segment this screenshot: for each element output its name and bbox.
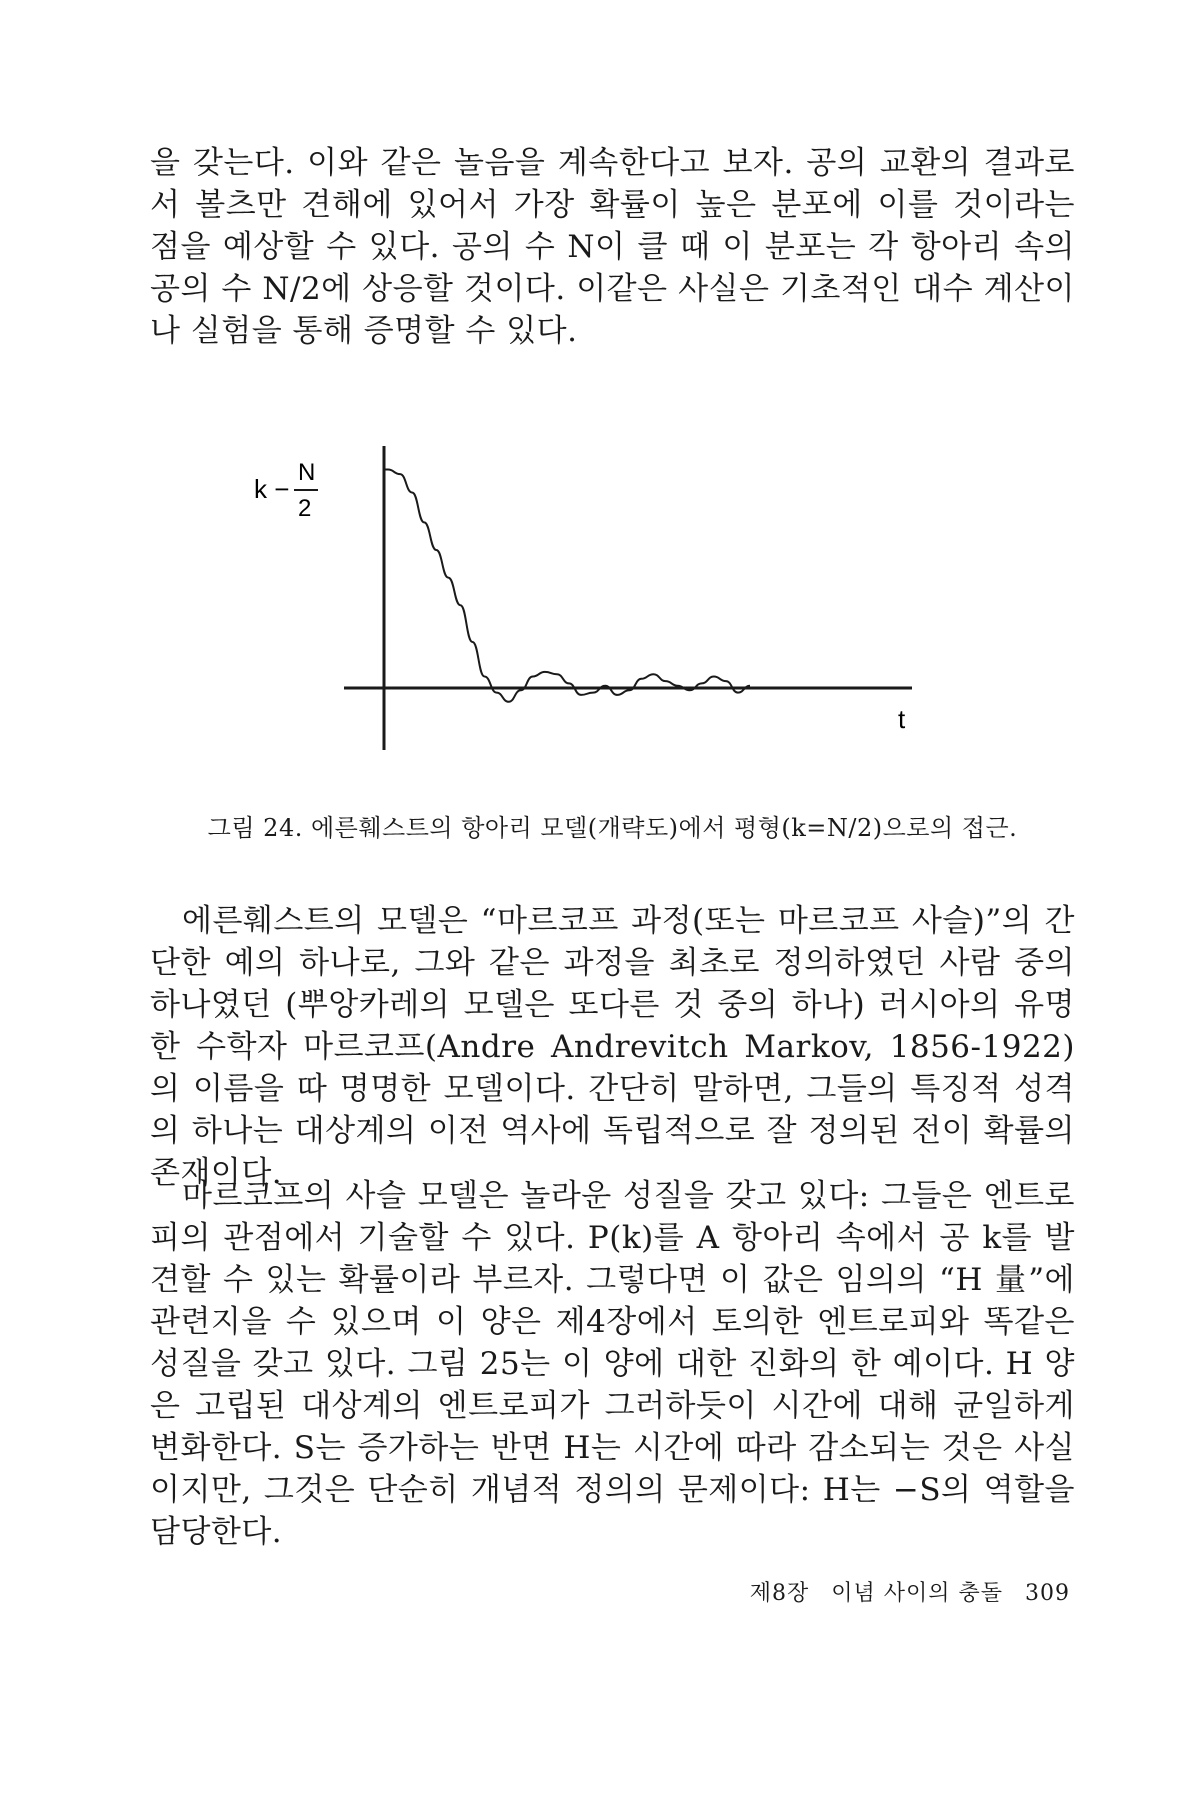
x-axis-label-t: t (898, 704, 906, 734)
paragraph-3: 마르코프의 사슬 모델은 놀라운 성질을 갖고 있다: 그들은 엔트로피의 관점에서 기술할 수 있다. P(k)를 A 항아리 속에서 공 k를 발견할 수 있는 확률이라 부르자. 그렇다면 이 값은 임의의 “H 量”에 관련지을 수 있으며 이 양은 제4장에서 토의한 엔트로피와 똑같은 성질을 갖고 있다. 그림 25는 이 양에 대한 진화의 한 예이다. H 양은 고립된 대상계의 엔트로피가 그러하듯이 시간에 대해 균일하게 변화한다. S는 증가하는 반면 H는 시간에 따라 감소되는 것은 사실이지만, 그것은 단순히 개념적 정의의 문제이다: H는 −S의 역할을 담당한다. (150, 1178, 1075, 1550)
data-curve (384, 470, 750, 702)
y-axis-label-k: k − (254, 474, 290, 504)
y-axis-label-n: N (298, 459, 316, 486)
paragraph-2: 에른훼스트의 모델은 “마르코프 과정(또는 마르코프 사슬)”의 간단한 예의 하나로, 그와 같은 과정을 최초로 정의하였던 사람 중의 하나였던 (뿌앙카레의 모델은 또다른 것 중의 하나) 러시아의 유명한 수학자 마르코프(Andre Andrevitch Markov, 1856-1922)의 이름을 따 명명한 모델이다. 간단히 말하면, 그들의 특징적 성격의 하나는 대상계의 이전 역사에 독립적으로 잘 정의된 전이 확률의 존재이다. (150, 903, 1075, 1191)
footer-title: 이념 사이의 충돌 (831, 1581, 1003, 1606)
ehrenfest-urn-graph (254, 430, 940, 760)
footer-chapter: 제8장 (749, 1581, 810, 1606)
y-axis-label-2: 2 (298, 495, 312, 522)
paragraph-1: 을 갖는다. 이와 같은 놀음을 계속한다고 보자. 공의 교환의 결과로서 볼츠만 견해에 있어서 가장 확률이 높은 분포에 이를 것이라는 점을 예상할 수 있다. 공의 수 N이 클 때 이 분포는 각 항아리 속의 공의 수 N/2에 상응할 것이다. 이같은 사실은 기초적인 대수 계산이나 실험을 통해 증명할 수 있다. (150, 145, 1075, 349)
page-number: 309 (1025, 1581, 1070, 1606)
figure-caption: 그림 24. 에른훼스트의 항아리 모델(개략도)에서 평형(k=N/2)으로의 접근. (207, 814, 1018, 842)
figure-24 (254, 430, 940, 760)
running-footer (750, 1576, 1070, 1607)
